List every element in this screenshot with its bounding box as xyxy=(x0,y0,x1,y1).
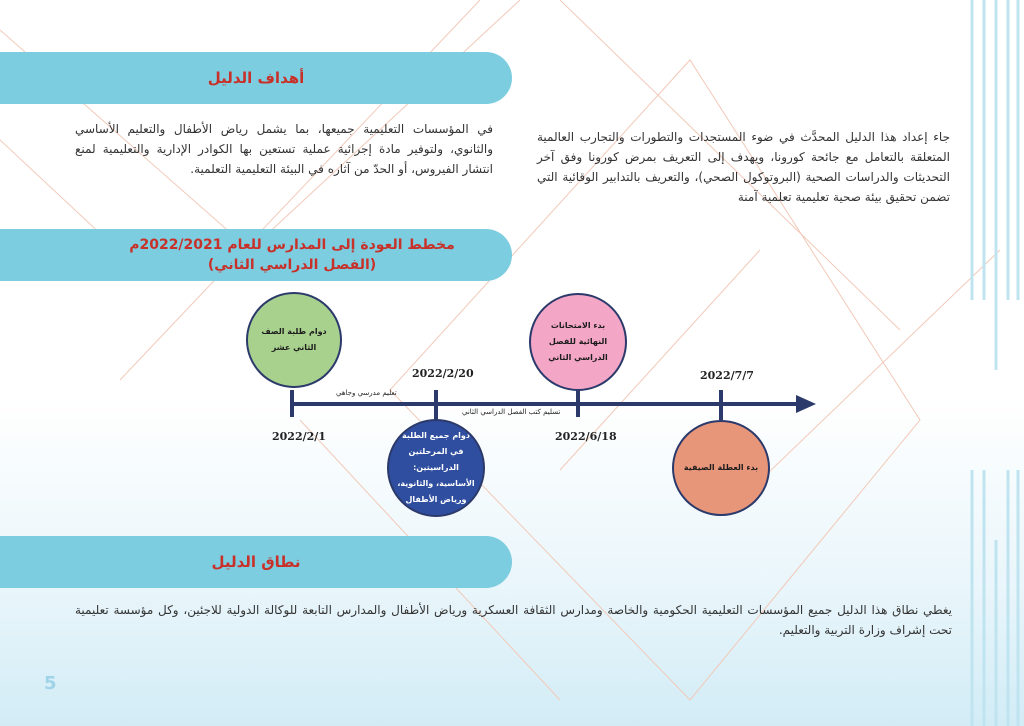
date-label: 2022/2/1 xyxy=(272,430,326,443)
plan-title: مخطط العودة إلى المدارس للعام 2022/2021م xyxy=(129,237,455,253)
scope-text: يغطي نطاق هذا الدليل جميع المؤسسات التعليمية الحكومية والخاصة ومدارس الثقافة العسكرية ورياض الأطفال والمدارس التابعة للوكالة الدولية للاجئين، وكل مؤسسة تعليمية تحت إشراف وزارة التربية والتعليم. xyxy=(75,603,952,637)
event-final-exams-circle: بدء الامتحانات النهائية للفصل الدراسي الثاني xyxy=(529,293,627,391)
scope-banner xyxy=(0,536,512,588)
date-label: 2022/7/7 xyxy=(700,369,754,382)
event-all-students-circle: دوام جميع الطلبة في المرحلتين الدراسيتين: الأساسية، والثانوية، ورياض الأطفال xyxy=(387,419,485,517)
objectives-title: أهداف الدليل xyxy=(207,69,305,87)
event-grade12-circle: دوام طلبة الصف الثاني عشر xyxy=(246,292,342,388)
plan-subtitle: (الفصل الدراسي الثاني) xyxy=(207,257,377,273)
scope-title: نطاق الدليل xyxy=(211,553,301,571)
event-summer-break-circle: بدء العطلة الصيفية xyxy=(672,420,770,516)
page-number: 5 xyxy=(44,673,57,694)
segment-label-books: تسليم كتب الفصل الدراسي الثاني xyxy=(462,408,561,416)
date-label: 2022/6/18 xyxy=(555,430,617,443)
date-label: 2022/2/20 xyxy=(412,367,474,380)
intro-text: جاء إعداد هذا الدليل المحدَّث في ضوء المستجدات والتطورات والتجارب العالمية المتعلقة بالتعامل مع جائحة كورونا، ويهدف إلى التعريف بمرض كورونا وفق آخر التحديثات والدراسات الصحية (البروتوكول الصحي)، والتعريف بالتدابير الوقائية التي تضمن تحقيق بيئة صحية تعليمية تعلمية آمنة xyxy=(537,130,950,204)
objectives-text: في المؤسسات التعليمية جميعها، بما يشمل رياض الأطفال والتعليم الأساسي والثانوي، ولتوفير مادة إجرائية عملية تستعين بها الكوادر الإدارية والتعليمية لمنع انتشار الفيروس، أو الحدّ من آثاره في البيئة التعليمية التعلمية. xyxy=(75,122,493,176)
segment-label-face-to-face: تعليم مدرسي وجاهي xyxy=(336,389,397,397)
